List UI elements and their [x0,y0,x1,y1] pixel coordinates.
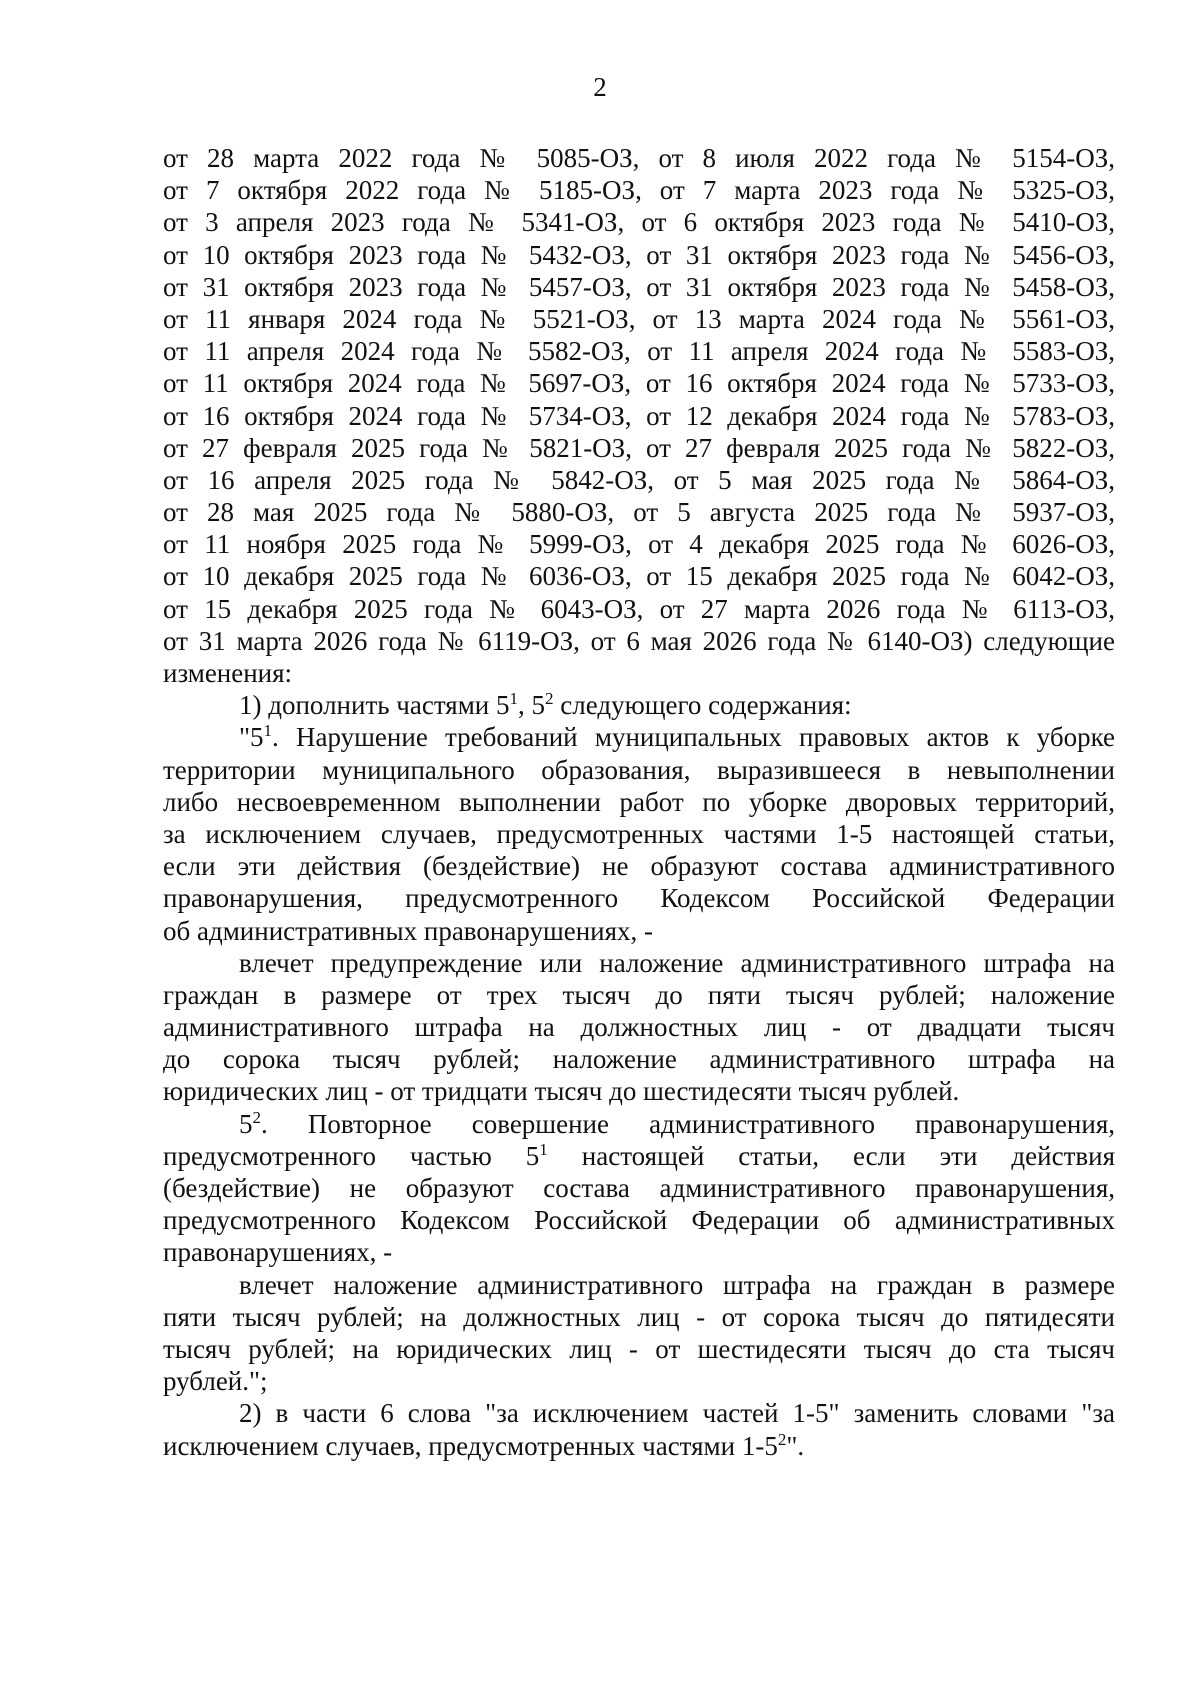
text-line: от 7 октября 2022 года № 5185-ОЗ, от 7 марта 2023 года № 5325-ОЗ, [163,175,1115,206]
text-line: от 10 декабря 2025 года № 6036-ОЗ, от 15 декабря 2025 года № 6042-ОЗ, [163,561,1115,592]
part-5-2-line: предусмотренного Кодексом Российской Федерации об административных [163,1205,1115,1236]
text-line: изменения: [163,658,293,688]
part-5-1-line: за исключением случаев, предусмотренных частями 1-5 настоящей статьи, [163,818,1115,849]
item-1 [163,689,1115,721]
text-line: от 28 мая 2025 года № 5880-ОЗ, от 5 августа 2025 года № 5937-ОЗ, [163,497,1115,528]
item-2-text: исключением случаев, предусмотренных частями 1-5 [163,1430,778,1461]
superscript: 1 [263,721,273,741]
item-1-text: следующего содержания: [553,690,852,721]
part-5-2-number: 5 [239,1108,253,1139]
item-1-text: , 5 [518,690,546,721]
part-5-2-text: настоящей статьи, если эти действия [547,1140,1115,1171]
sanction-5-1-line: административного штрафа на должностных лиц - от двадцати тысяч [163,1012,1115,1043]
part-5-2-first-line [163,1108,1115,1140]
sanction-5-1-line: граждан в размере от трех тысяч до пяти тысяч рублей; наложение [163,979,1115,1010]
item-1-text: 1) дополнить частями 5 [239,690,510,721]
part-5-1-text: . Нарушение требований муниципальных правовых актов к уборке [272,722,1115,753]
part-5-2-line [163,1140,1115,1172]
text-line: от 10 октября 2023 года № 5432-ОЗ, от 31 октября 2023 года № 5456-ОЗ, [163,239,1115,270]
sanction-5-1-line: до сорока тысяч рублей; наложение административного штрафа на [163,1044,1115,1075]
text-line: от 15 декабря 2025 года № 6043-ОЗ, от 27 марта 2026 года № 6113-ОЗ, [163,593,1115,624]
part-5-1-line: об административных правонарушениях, - [163,915,654,946]
sanction-5-2-first-line: влечет наложение административного штрафа на граждан в размере [239,1269,1115,1300]
text-line: от 11 апреля 2024 года № 5582-ОЗ, от 11 апреля 2024 года № 5583-ОЗ, [163,336,1115,367]
part-5-1-line: правонарушения, предусмотренного Кодексом Российской Федерации [163,883,1115,914]
item-2-first-line: 2) в части 6 слова "за исключением частей 1-5" заменить словами "за [239,1398,1115,1429]
sanction-5-1-line: юридических лиц - от тридцати тысяч до шестидесяти тысяч рублей. [163,1076,960,1107]
page-number: 2 [593,72,607,102]
superscript: 2 [545,689,554,709]
text-line: от 27 февраля 2025 года № 5821-ОЗ, от 27 февраля 2025 года № 5822-ОЗ, [163,432,1115,463]
text-line: от 31 октября 2023 года № 5457-ОЗ, от 31 октября 2023 года № 5458-ОЗ, [163,271,1115,302]
part-5-2-line: правонарушениях, - [163,1237,393,1268]
superscript: 1 [509,689,519,709]
text-line: от 28 марта 2022 года № 5085-ОЗ, от 8 июля 2022 года № 5154-ОЗ, [163,143,1115,173]
sanction-5-2-line: пяти тысяч рублей; на должностных лиц - от сорока тысяч до пятидесяти [163,1301,1115,1332]
text-line: от 3 апреля 2023 года № 5341-ОЗ, от 6 октября 2023 года № 5410-ОЗ, [163,207,1115,238]
part-5-1-line: если эти действия (бездействие) не образуют состава административного [163,851,1115,882]
part-5-2-text: . Повторное совершение административного правонарушения, [261,1108,1115,1139]
text-line: от 16 апреля 2025 года № 5842-ОЗ, от 5 мая 2025 года № 5864-ОЗ, [163,464,1115,495]
document-body [163,142,1115,1462]
part-5-2-text: предусмотренного частью 5 [163,1140,540,1171]
superscript: 1 [539,1139,548,1159]
part-5-1-line: территории муниципального образования, выразившееся в невыполнении [163,754,1115,785]
item-2-text: ". [786,1430,805,1461]
superscript: 2 [777,1429,787,1449]
text-line: от 31 марта 2026 года № 6119-ОЗ, от 6 мая 2026 года № 6140-ОЗ) следующие [163,625,1115,656]
sanction-5-2-line: тысяч рублей; на юридических лиц - от шестидесяти тысяч до ста тысяч [163,1333,1115,1364]
part-5-1-number: "5 [239,722,264,753]
text-line: от 16 октября 2024 года № 5734-ОЗ, от 12 декабря 2024 года № 5783-ОЗ, [163,400,1115,431]
superscript: 2 [252,1107,261,1127]
sanction-5-2-line: рублей."; [163,1366,268,1397]
item-2-second-line [163,1430,1115,1462]
sanction-5-1-first-line: влечет предупреждение или наложение административного штрафа на [239,947,1115,978]
part-5-2-line: (бездействие) не образуют состава административного правонарушения, [163,1173,1115,1203]
text-line: от 11 октября 2024 года № 5697-ОЗ, от 16 октября 2024 года № 5733-ОЗ, [163,368,1115,399]
text-line: от 11 ноября 2025 года № 5999-ОЗ, от 4 декабря 2025 года № 6026-ОЗ, [163,529,1115,560]
part-5-1-line: либо несвоевременном выполнении работ по уборке дворовых территорий, [163,786,1115,817]
part-5-1-first-line [163,721,1115,753]
text-line: от 11 января 2024 года № 5521-ОЗ, от 13 марта 2024 года № 5561-ОЗ, [163,303,1115,334]
